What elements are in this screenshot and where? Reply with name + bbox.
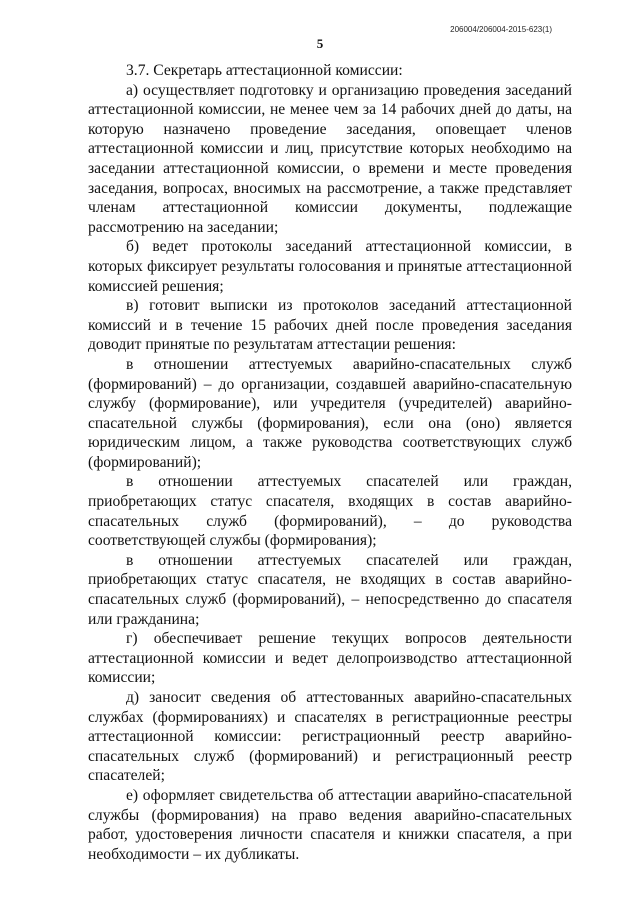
paragraph-item-a: а) осуществляет подготовку и организацию проведения заседаний аттестационной комиссии, не менее чем за 14 рабочих дней до даты, на которую назначено проведение заседания, оповещает членов аттестационной комиссии и лиц, присутствие которых необходимо на заседании аттестационной комиссии, о времени и месте проведения заседания, вопросах, вносимых на рассмотрение, а также представляет членам аттестационной комиссии документы, подлежащие рассмотрению на заседании; bbox=[88, 81, 572, 236]
paragraph-item-e: е) оформляет свидетельства об аттестации аварийно-спасательной службы (формирования) на право ведения аварийно-спасательных работ, удостоверения личности спасателя и книжки спасателя, а при необходимости – их дубликаты. bbox=[88, 786, 572, 863]
paragraph-item-v: в) готовит выписки из протоколов заседаний аттестационной комиссий и в течение 15 рабочих дней после проведения заседания доводит принятые по результатам аттестации решения: bbox=[88, 297, 572, 354]
section-heading: 3.7. Секретарь аттестационной комиссии: bbox=[126, 62, 403, 79]
page-number: 5 bbox=[316, 36, 324, 51]
document-body bbox=[88, 61, 572, 864]
paragraph-item-b: б) ведет протоколы заседаний аттестационной комиссии, в которых фиксирует результаты голосования и принятые аттестационной комиссией решения; bbox=[88, 238, 572, 295]
paragraph-subitem-rescuers-outside: в отношении аттестуемых спасателей или граждан, приобретающих статус спасателя, не входящих в состав аварийно-спасательных служб (формирований), – непосредственно до спасателя или гражданина; bbox=[88, 551, 572, 628]
paragraph-subitem-rescuers-in-services: в отношении аттестуемых спасателей или граждан, приобретающих статус спасателя, входящих в состав аварийно-спасательных служб (формирований), – до руководства соответствующей службы (формирования); bbox=[88, 473, 572, 550]
paragraph-item-d: д) заносит сведения об аттестованных аварийно-спасательных службах (формированиях) и спасателях в регистрационные реестры аттестационной комиссии: регистрационный реестр аварийно-спасательных служб (формирований) и регистрационный реестр спасателей; bbox=[88, 689, 572, 785]
paragraph-item-g: г) обеспечивает решение текущих вопросов деятельности аттестационной комиссии и ведет делопроизводство аттестационной комиссии; bbox=[88, 630, 572, 687]
document-id: 206004/206004-2015-623(1) bbox=[450, 25, 552, 34]
paragraph-subitem-services: в отношении аттестуемых аварийно-спасательных служб (формирований) – до организации, создавшей аварийно-спасательную службу (формирование), или учредителя (учредителей) аварийно-спасательной службы (формирования), если она (оно) является юридическим лицом, а также руководства соответствующих служб (формирований); bbox=[88, 355, 572, 471]
